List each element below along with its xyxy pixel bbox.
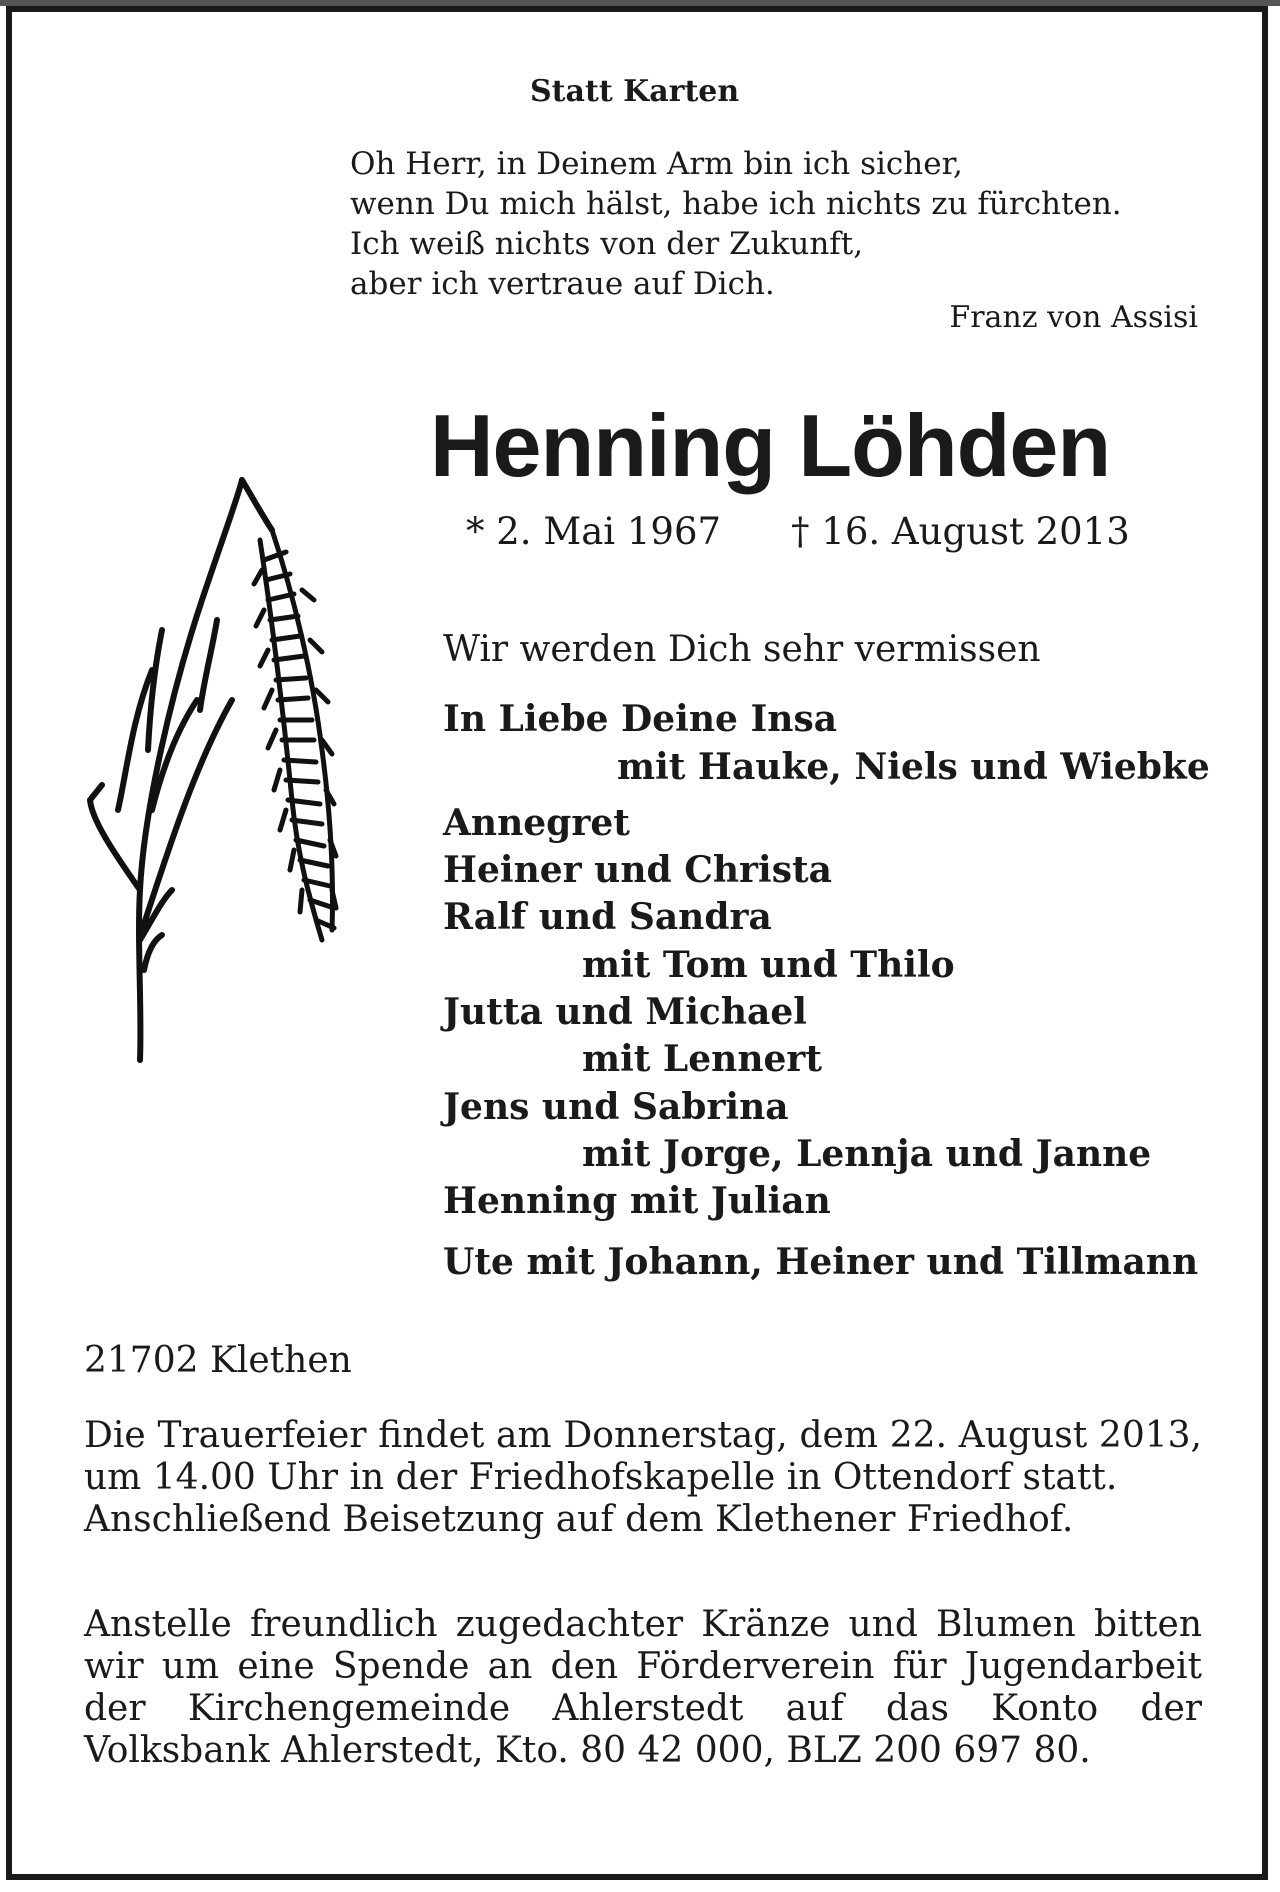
grass-ear-icon bbox=[82, 470, 372, 1070]
family-line: mit Tom und Thilo bbox=[582, 944, 955, 986]
poem-author: Franz von Assisi bbox=[949, 300, 1198, 335]
poem-line: Ich weiß nichts von der Zukunft, bbox=[350, 226, 864, 262]
family-line: Jens und Sabrina bbox=[443, 1086, 789, 1128]
deceased-name: Henning Löhden bbox=[430, 396, 1111, 495]
family-line: mit Lennert bbox=[582, 1038, 822, 1080]
donation-text: Anstelle freundlich zugedachter Kränze und Blumen bitten wir um eine Spende an den Förderverein für Jugendarbeit der Kirchengemeinde Ahlerstedt auf das Konto der Volksbank Ahlerstedt, Kto. 80 42 000, BLZ 200 697 80. bbox=[84, 1604, 1202, 1771]
family-line: In Liebe Deine Insa bbox=[443, 698, 838, 740]
family-line: Jutta und Michael bbox=[443, 991, 807, 1033]
missing-text: Wir werden Dich sehr vermissen bbox=[443, 629, 1041, 670]
burial-line: Anschließend Beisetzung auf dem Klethener Friedhof. bbox=[84, 1499, 1074, 1540]
poem-line: wenn Du mich hälst, habe ich nichts zu fürchten. bbox=[350, 186, 1122, 222]
family-line: Henning mit Julian bbox=[443, 1180, 831, 1222]
poem-line: aber ich vertraue auf Dich. bbox=[350, 266, 775, 302]
statt-karten-heading: Statt Karten bbox=[530, 74, 740, 109]
ceremony-line: Die Trauerfeier findet am Donnerstag, dem 22. August 2013, um 14.00 Uhr in der Friedhofskapelle in Ottendorf statt. bbox=[84, 1415, 1202, 1498]
family-line: Ralf und Sandra bbox=[443, 896, 772, 938]
death-date: † 16. August 2013 bbox=[791, 510, 1130, 553]
place: 21702 Klethen bbox=[84, 1340, 352, 1381]
family-line: mit Hauke, Niels und Wiebke bbox=[617, 746, 1210, 788]
poem bbox=[350, 144, 1122, 304]
ceremony-text bbox=[84, 1415, 1202, 1541]
family-line: Annegret bbox=[443, 802, 630, 844]
life-dates bbox=[466, 510, 1130, 553]
birth-date: * 2. Mai 1967 bbox=[466, 510, 722, 553]
poem-line: Oh Herr, in Deinem Arm bin ich sicher, bbox=[350, 146, 963, 182]
family-line: Heiner und Christa bbox=[443, 849, 832, 891]
family-line: Ute mit Johann, Heiner und Tillmann bbox=[443, 1241, 1199, 1283]
family-line: mit Jorge, Lennja und Janne bbox=[582, 1133, 1152, 1175]
